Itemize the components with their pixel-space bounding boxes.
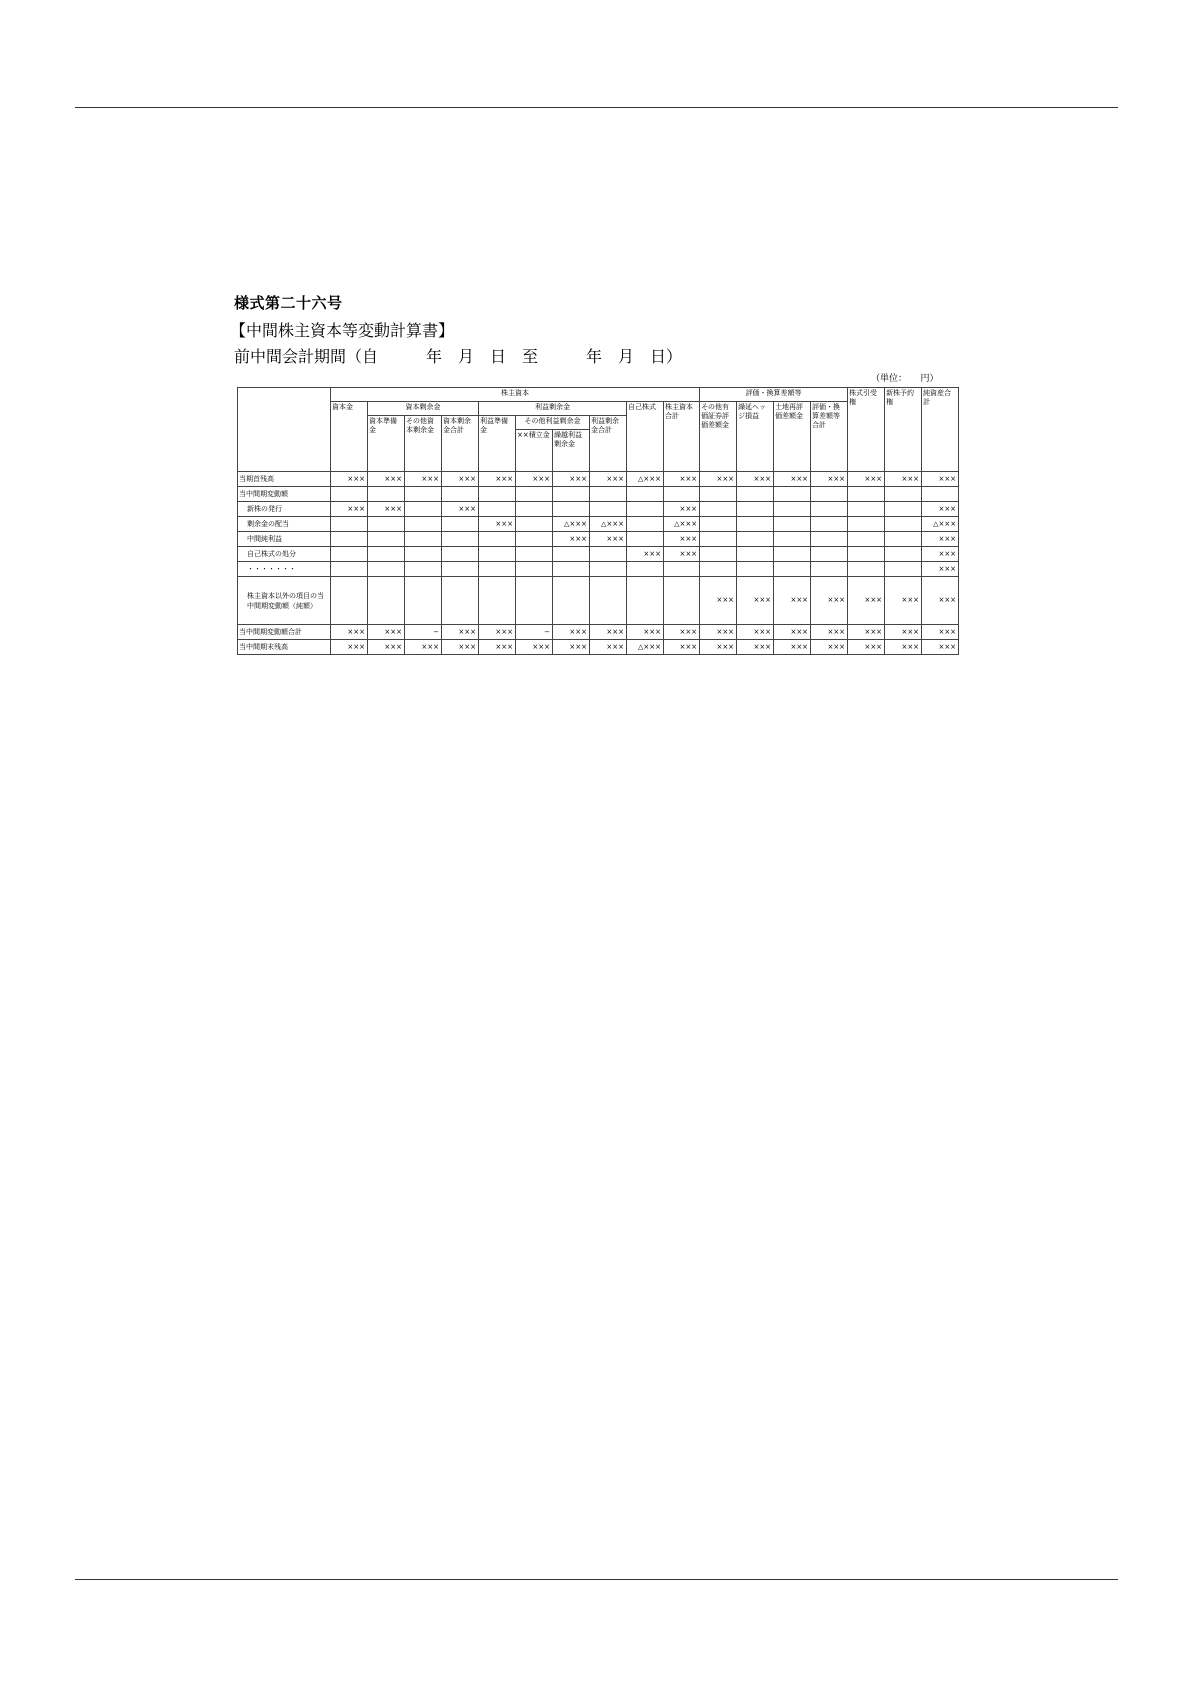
header-other-retained: その他利益剰余金 <box>516 416 590 430</box>
table-cell <box>553 487 590 502</box>
table-cell: ××× <box>922 562 959 577</box>
table-cell <box>516 547 553 562</box>
table-row <box>238 640 959 655</box>
table-cell: ××× <box>553 472 590 487</box>
table-cell <box>479 532 516 547</box>
table-cell <box>700 532 737 547</box>
table-cell: ××× <box>700 577 737 625</box>
table-cell: ××× <box>331 502 368 517</box>
footer-rule <box>75 1579 1118 1580</box>
table-cell <box>700 517 737 532</box>
row-label: 新株の発行 <box>238 502 331 517</box>
table-cell <box>848 517 885 532</box>
table-cell: ××× <box>442 472 479 487</box>
header-retained-total: 利益剰余金合計 <box>590 416 627 472</box>
table-cell <box>405 562 442 577</box>
table-cell <box>700 562 737 577</box>
table-cell: ××× <box>885 577 922 625</box>
table-cell: ××× <box>737 472 774 487</box>
table-cell: △××× <box>590 517 627 532</box>
table-cell <box>590 577 627 625</box>
table-cell: ××× <box>553 640 590 655</box>
table-cell: ××× <box>516 640 553 655</box>
table-cell <box>405 532 442 547</box>
table-cell <box>553 502 590 517</box>
table-cell: ××× <box>774 472 811 487</box>
row-label: 当中間期末残高 <box>238 640 331 655</box>
table-cell: ××× <box>664 502 700 517</box>
table-cell: − <box>516 625 553 640</box>
table-row <box>238 472 959 487</box>
table-cell <box>442 547 479 562</box>
table-cell <box>368 562 405 577</box>
table-cell <box>774 532 811 547</box>
table-cell <box>627 487 664 502</box>
table-cell: ××× <box>848 577 885 625</box>
header-shareholders-equity: 株主資本 <box>331 388 700 402</box>
table-cell: ××× <box>331 625 368 640</box>
table-cell: ××× <box>848 472 885 487</box>
unit-label: （単位： 円） <box>871 374 939 384</box>
table-cell: ××× <box>442 640 479 655</box>
table-cell <box>405 577 442 625</box>
table-cell <box>479 487 516 502</box>
header-capital-stock: 資本金 <box>331 402 368 472</box>
table-cell <box>848 487 885 502</box>
table-cell: ××× <box>885 625 922 640</box>
table-row <box>238 517 959 532</box>
table-cell <box>368 532 405 547</box>
table-cell: ××× <box>885 472 922 487</box>
table-cell <box>331 577 368 625</box>
row-label: 当期首残高 <box>238 472 331 487</box>
table-cell: − <box>405 625 442 640</box>
table-cell: ××× <box>664 625 700 640</box>
table-cell <box>627 502 664 517</box>
table-cell <box>811 487 848 502</box>
header-deferred-hedge: 繰延ヘッジ損益 <box>737 402 774 472</box>
table-cell: ××× <box>922 502 959 517</box>
table-cell <box>405 502 442 517</box>
header-carried-forward: 繰越利益剰余金 <box>553 430 590 472</box>
table-cell <box>664 577 700 625</box>
table-cell: ××× <box>368 502 405 517</box>
header-subscription-rights: 新株予約権 <box>885 388 922 472</box>
table-cell: ××× <box>405 472 442 487</box>
table-cell: △××× <box>553 517 590 532</box>
table-cell: ××× <box>590 625 627 640</box>
table-cell <box>774 547 811 562</box>
table-cell: ××× <box>700 625 737 640</box>
table-cell <box>848 562 885 577</box>
row-label: 当中間期変動額合計 <box>238 625 331 640</box>
table-cell <box>848 532 885 547</box>
table-cell <box>774 517 811 532</box>
table-cell <box>627 532 664 547</box>
table-cell <box>774 562 811 577</box>
table-cell <box>922 487 959 502</box>
form-number: 様式第二十六号 <box>234 294 343 312</box>
table-cell: ××× <box>922 472 959 487</box>
table-cell: ××× <box>331 472 368 487</box>
table-cell <box>774 502 811 517</box>
table-cell: △××× <box>627 640 664 655</box>
table-cell: ××× <box>811 625 848 640</box>
corner-cell <box>238 388 331 472</box>
table-cell <box>885 532 922 547</box>
header-retained-earnings: 利益剰余金 <box>479 402 627 416</box>
table-row <box>238 487 959 502</box>
header-other-securities: その他有価証券評価差額金 <box>700 402 737 472</box>
header-capital-reserve: 資本準備金 <box>368 416 405 472</box>
header-land-revaluation: 土地再評価差額金 <box>774 402 811 472</box>
header-other-capital-surplus: その他資本剰余金 <box>405 416 442 472</box>
table-cell <box>737 562 774 577</box>
table-cell: ××× <box>590 532 627 547</box>
header-stock-acquisition: 株式引受権 <box>848 388 885 472</box>
table-cell: ××× <box>664 640 700 655</box>
table-cell <box>664 487 700 502</box>
table-cell: ××× <box>737 640 774 655</box>
table-cell: ××× <box>885 640 922 655</box>
table-cell <box>885 487 922 502</box>
row-label: 当中間期変動額 <box>238 487 331 502</box>
table-cell: △××× <box>627 472 664 487</box>
table-cell: ××× <box>590 640 627 655</box>
table-cell: ××× <box>405 640 442 655</box>
header-valuation-total: 評価・換算差額等合計 <box>811 402 848 472</box>
table-cell <box>442 517 479 532</box>
period-line: 前中間会計期間（自 年 月 日 至 年 月 日） <box>234 347 683 366</box>
table-cell <box>590 562 627 577</box>
header-shareholders-equity-total: 株主資本合計 <box>664 402 700 472</box>
header-valuation-group: 評価・換算差額等 <box>700 388 848 402</box>
table-cell <box>331 547 368 562</box>
table-cell <box>516 487 553 502</box>
table-cell: ××× <box>627 625 664 640</box>
table-cell <box>811 562 848 577</box>
table-cell: ××× <box>664 472 700 487</box>
table-cell: ××× <box>553 625 590 640</box>
table-cell <box>885 547 922 562</box>
table-cell <box>368 517 405 532</box>
table-row <box>238 562 959 577</box>
table-cell <box>405 487 442 502</box>
table-cell: ××× <box>848 625 885 640</box>
table-cell <box>737 487 774 502</box>
table-cell <box>737 547 774 562</box>
table-cell <box>774 487 811 502</box>
table-cell: ××× <box>627 547 664 562</box>
table-cell: ××× <box>922 625 959 640</box>
table-row <box>238 532 959 547</box>
table-cell <box>331 517 368 532</box>
table-cell: ××× <box>368 472 405 487</box>
equity-changes-table <box>237 387 959 655</box>
table-cell <box>664 562 700 577</box>
row-label: 株主資本以外の項目の当中間期変動額（純額） <box>238 577 331 625</box>
row-label: 中間純利益 <box>238 532 331 547</box>
table-cell <box>479 502 516 517</box>
table-cell <box>368 547 405 562</box>
table-cell <box>590 502 627 517</box>
table-cell <box>516 502 553 517</box>
table-cell <box>811 502 848 517</box>
table-cell <box>737 517 774 532</box>
table-cell: ××× <box>331 640 368 655</box>
table-cell: ××× <box>922 640 959 655</box>
table-cell <box>553 577 590 625</box>
table-row <box>238 577 959 625</box>
header-legal-retained: 利益準備金 <box>479 416 516 472</box>
table-cell: ××× <box>442 502 479 517</box>
table-cell <box>627 562 664 577</box>
table-cell <box>442 532 479 547</box>
table-cell <box>700 487 737 502</box>
table-cell <box>885 562 922 577</box>
header-treasury-stock: 自己株式 <box>627 402 664 472</box>
table-cell <box>368 577 405 625</box>
table-cell <box>848 502 885 517</box>
table-cell: ××× <box>811 577 848 625</box>
table-cell: ××× <box>479 472 516 487</box>
table-row <box>238 547 959 562</box>
table-cell <box>405 547 442 562</box>
header-xx-reserve: ××積立金 <box>516 430 553 472</box>
table-cell <box>627 577 664 625</box>
table-cell <box>885 502 922 517</box>
table-cell <box>405 517 442 532</box>
table-cell: ××× <box>368 625 405 640</box>
table-cell: ××× <box>700 640 737 655</box>
table-cell: ××× <box>922 532 959 547</box>
row-label: 剰余金の配当 <box>238 517 331 532</box>
table-cell <box>516 517 553 532</box>
table-cell <box>479 577 516 625</box>
table-row <box>238 502 959 517</box>
table-cell <box>590 487 627 502</box>
document-title: 【中間株主資本等変動計算書】 <box>230 321 455 340</box>
table-cell <box>627 517 664 532</box>
table-cell <box>737 502 774 517</box>
table-cell <box>479 547 516 562</box>
table-cell <box>516 577 553 625</box>
table-cell <box>368 487 405 502</box>
table-cell <box>516 562 553 577</box>
table-cell <box>479 562 516 577</box>
table-cell: ××× <box>922 577 959 625</box>
table-cell: ××× <box>700 472 737 487</box>
table-cell: ××× <box>774 625 811 640</box>
table-cell: ××× <box>553 532 590 547</box>
table-cell <box>811 532 848 547</box>
table-cell: ××× <box>922 547 959 562</box>
table-cell <box>811 517 848 532</box>
table-cell <box>442 562 479 577</box>
table-cell: ××× <box>516 472 553 487</box>
table-cell <box>331 487 368 502</box>
table-cell: △××× <box>922 517 959 532</box>
table-cell <box>700 502 737 517</box>
table-cell: ××× <box>737 625 774 640</box>
table-cell <box>848 547 885 562</box>
table-cell: ××× <box>774 640 811 655</box>
row-label: ・・・・・・・ <box>238 562 331 577</box>
row-label: 自己株式の処分 <box>238 547 331 562</box>
table-cell: ××× <box>774 577 811 625</box>
table-cell <box>700 547 737 562</box>
table-cell <box>737 532 774 547</box>
table-cell <box>590 547 627 562</box>
table-cell: ××× <box>848 640 885 655</box>
header-rule <box>75 107 1118 108</box>
table-cell <box>553 547 590 562</box>
table-cell <box>885 517 922 532</box>
header-capital-surplus-total: 資本剰余金合計 <box>442 416 479 472</box>
table-cell: ××× <box>811 472 848 487</box>
table-cell: ××× <box>479 517 516 532</box>
header-capital-surplus: 資本剰余金 <box>368 402 479 416</box>
table-cell: ××× <box>590 472 627 487</box>
table-cell: ××× <box>479 640 516 655</box>
table-cell: ××× <box>664 532 700 547</box>
table-cell: ××× <box>442 625 479 640</box>
table-cell <box>442 577 479 625</box>
table-cell: ××× <box>479 625 516 640</box>
table-cell: ××× <box>664 547 700 562</box>
header-net-assets-total: 純資産合計 <box>922 388 959 472</box>
table-cell <box>331 532 368 547</box>
table-cell: ××× <box>811 640 848 655</box>
table-cell: ××× <box>737 577 774 625</box>
table-cell <box>553 562 590 577</box>
table-cell <box>331 562 368 577</box>
table-cell <box>516 532 553 547</box>
table-cell <box>811 547 848 562</box>
table-row <box>238 625 959 640</box>
table-cell <box>442 487 479 502</box>
table-cell: ××× <box>368 640 405 655</box>
table-cell: △××× <box>664 517 700 532</box>
